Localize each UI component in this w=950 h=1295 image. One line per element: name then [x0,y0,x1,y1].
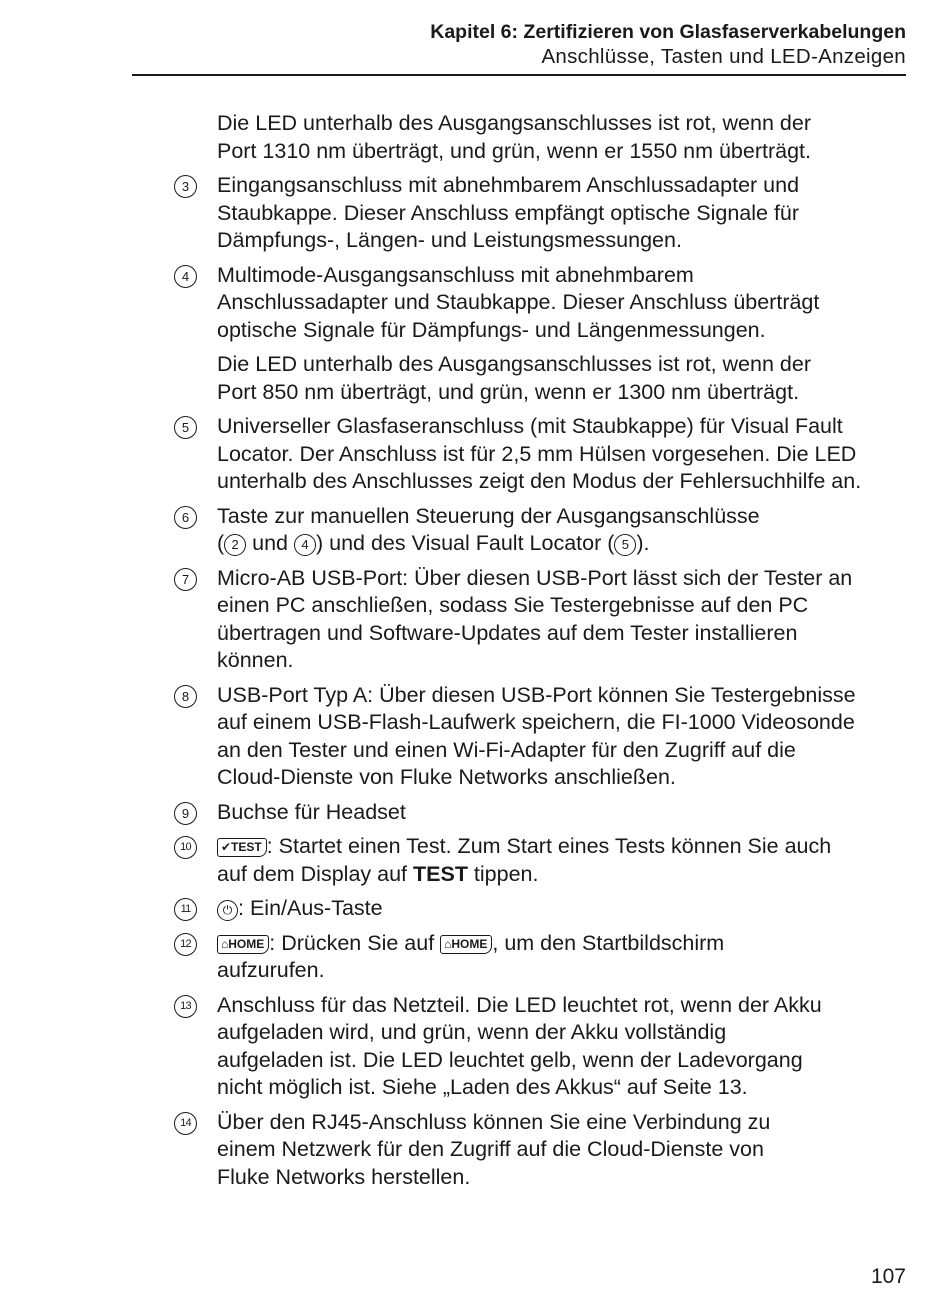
page-body [170,110,910,1198]
text-line: Buchse für Headset [217,799,406,824]
text-line: Anschluss für das Netzteil. Die LED leuchtet rot, wenn der Akku [217,992,822,1017]
ref-number: 4 [294,534,316,556]
test-key-icon: ✔TEST [217,838,267,857]
list-item-11 [170,895,910,923]
item-number: 5 [174,416,197,439]
item-number: 14 [174,1112,197,1135]
item-number: 11 [174,898,197,921]
home-key-icon: ⌂HOME [440,935,492,954]
item-number: 8 [174,685,197,708]
ref-number: 2 [224,534,246,556]
text-line: können. [217,648,294,672]
text-line [217,861,910,889]
bold-term: TEST [413,861,468,886]
list-item-13 [170,992,910,1102]
text-line: Locator. Der Anschluss ist für 2,5 mm Hülsen vorgesehen. Die LED [217,441,857,466]
text-line: unterhalb des Anschlusses zeigt den Modus der Fehlersuchhilfe an. [217,469,862,493]
power-icon: ⏻ [217,900,238,921]
page-header [132,20,906,76]
list-item-14 [170,1109,910,1192]
text-line [217,930,910,958]
text-line: Micro-AB USB-Port: Über diesen USB-Port lässt sich der Tester an [217,565,853,590]
text-line: Port 1310 nm überträgt, und grün, wenn er 1550 nm überträgt. [217,138,812,163]
text-line: einem Netzwerk für den Zugriff auf die Cloud-Dienste von [217,1137,764,1161]
text-line: Eingangsanschluss mit abnehmbarem Anschlussadapter und [217,173,800,197]
list-item-5 [170,413,910,496]
item-number: 10 [174,836,197,859]
text-line: Port 850 nm überträgt, und grün, wenn er 1300 nm überträgt. [217,379,800,404]
page-number: 107 [870,1265,906,1288]
text-line: aufzurufen. [217,958,325,982]
text-line [217,895,910,923]
text-line: an den Tester und einen Wi-Fi-Adapter für den Zugriff auf die [217,737,796,762]
ref-number: 5 [614,534,636,556]
text-line: aufgeladen wird, und grün, wenn der Akku vollständig [217,1020,727,1044]
led-note [217,351,910,406]
text-line: Über den RJ45-Anschluss können Sie eine Verbindung zu [217,1109,771,1134]
text-line: aufgeladen ist. Die LED leuchtet gelb, wenn der Ladevorgang [217,1047,803,1072]
text-fragment: ) und des Visual Fault Locator ( [316,531,615,555]
list-item-4 [170,262,910,407]
text-fragment: und [246,531,294,555]
chapter-title: Kapitel 6: Zertifizieren von Glasfaserverkabelungen [430,21,906,43]
item-number: 4 [174,265,197,288]
list-item-12 [170,930,910,985]
text-line: Multimode-Ausgangsanschluss mit abnehmbarem [217,262,694,287]
item-number: 9 [174,802,197,825]
text-line [217,530,910,558]
text-fragment: ). [636,531,650,555]
text-fragment: ( [217,531,225,555]
text-line: Anschlussadapter und Staubkappe. Dieser Anschluss überträgt [217,290,820,314]
text-fragment: , um den Startbildschirm [492,930,725,955]
intro-paragraph [217,110,910,165]
item-number: 13 [174,995,197,1018]
text-line: Dämpfungs-, Längen- und Leistungsmessungen. [217,228,682,252]
text-line: Die LED unterhalb des Ausgangsanschlusses ist rot, wenn der [217,352,811,376]
list-item-9 [170,799,910,827]
text-fragment: tippen. [467,861,539,886]
list-item-6 [170,503,910,558]
text-line: einen PC anschließen, sodass Sie Testergebnisse auf den PC [217,593,809,617]
item-number: 3 [174,175,197,198]
text-fragment: auf dem Display auf [217,861,413,886]
list-item-3 [170,172,910,255]
section-title: Anschlüsse, Tasten und LED-Anzeigen [541,45,906,68]
text-line: Cloud-Dienste von Fluke Networks anschließen. [217,765,676,789]
text-fragment: : Ein/Aus-Taste [238,896,383,920]
text-line: Staubkappe. Dieser Anschluss empfängt optische Signale für [217,200,800,225]
text-fragment: : Startet einen Test. Zum Start eines Tests können Sie auch [266,834,832,858]
item-number: 12 [174,933,197,956]
list-item-7 [170,565,910,675]
list-item-8 [170,682,910,792]
text-line: optische Signale für Dämpfungs- und Längenmessungen. [217,317,766,342]
text-line: nicht möglich ist. Siehe „Laden des Akkus“ auf Seite 13. [217,1075,748,1099]
home-key-icon: ⌂HOME [217,935,269,954]
text-line: Fluke Networks herstellen. [217,1164,471,1189]
text-line: Die LED unterhalb des Ausgangsanschlusses ist rot, wenn der [217,111,811,135]
item-number: 6 [174,506,197,529]
item-number: 7 [174,568,197,591]
text-line: Universeller Glasfaseranschluss (mit Staubkappe) für Visual Fault [217,414,843,438]
text-line: USB-Port Typ A: Über diesen USB-Port können Sie Testergebnisse [217,682,856,707]
text-line: auf einem USB-Flash-Laufwerk speichern, die FI-1000 Videosonde [217,710,855,734]
text-line: übertragen und Software-Updates auf dem Tester installieren [217,620,798,645]
text-line: Taste zur manuellen Steuerung der Ausgangsanschlüsse [217,503,760,528]
text-line [217,833,910,861]
text-fragment: : Drücken Sie auf [269,930,441,955]
list-item-10 [170,833,910,888]
